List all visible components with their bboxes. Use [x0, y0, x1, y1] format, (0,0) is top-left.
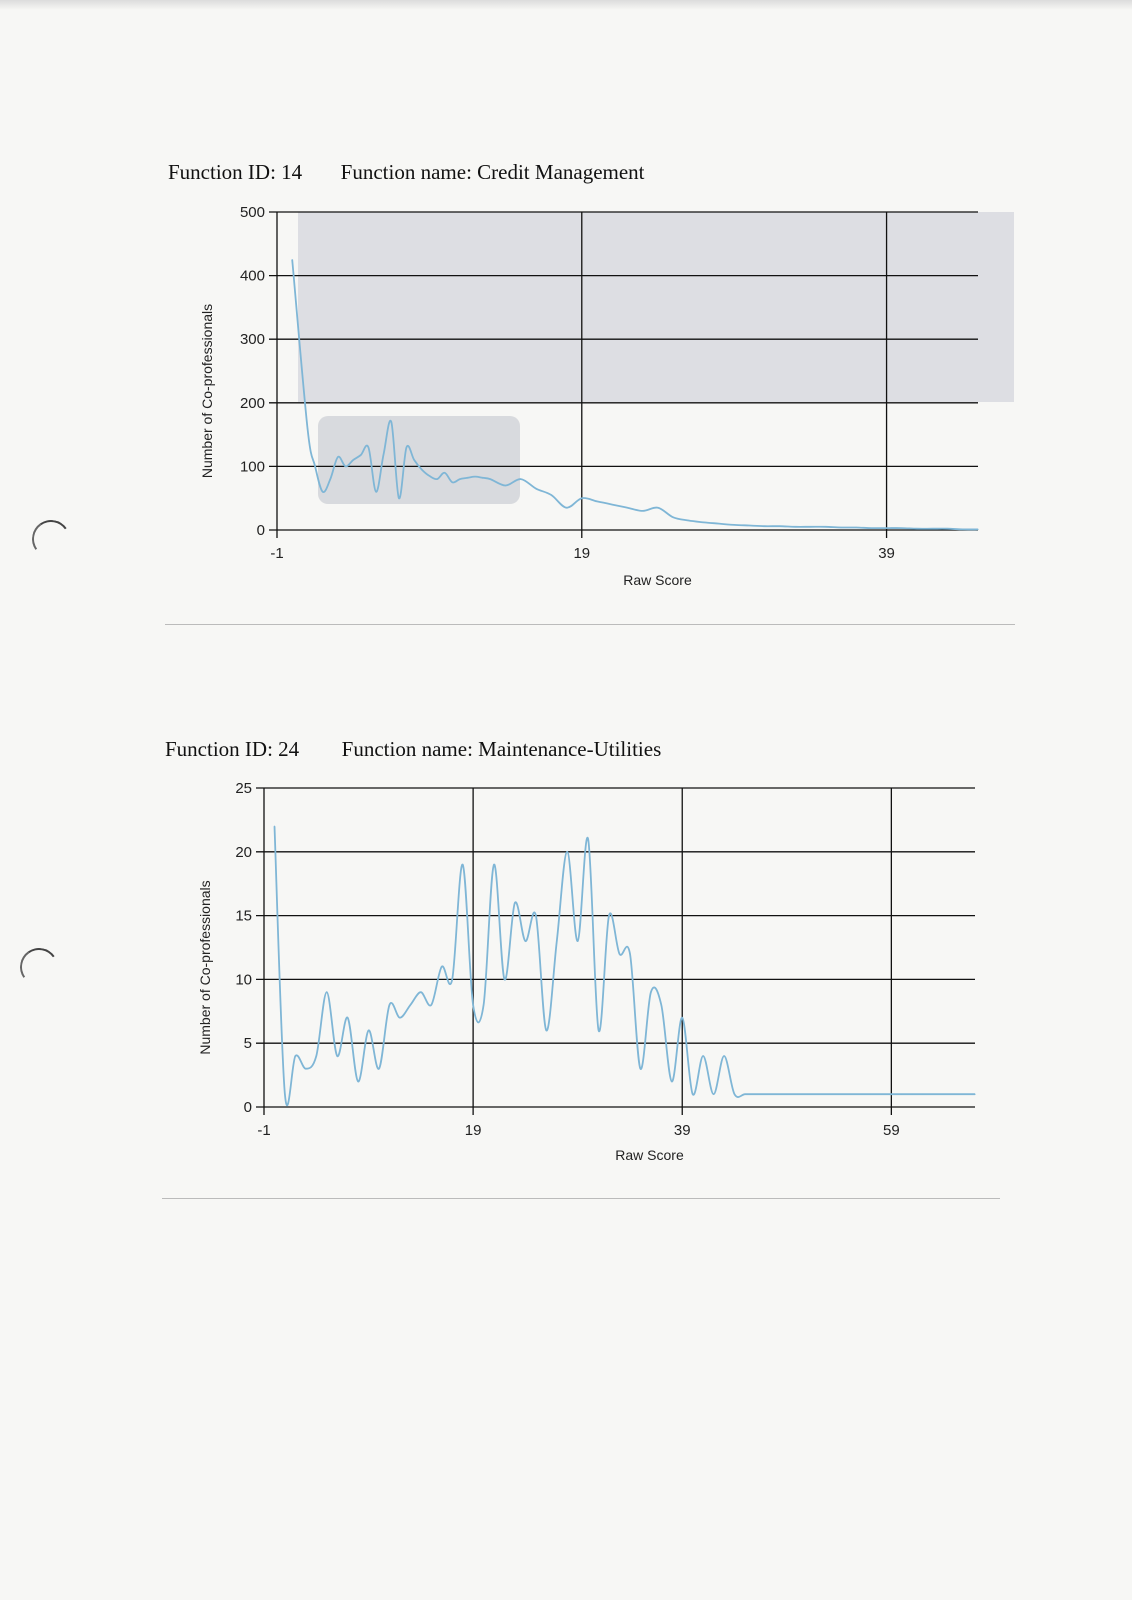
- data-point: [581, 498, 582, 499]
- data-point: [901, 1094, 902, 1095]
- data-point: [520, 479, 521, 480]
- data-point: [947, 528, 948, 529]
- data-point: [391, 421, 392, 422]
- y-tick-label: 100: [239, 458, 265, 476]
- chart-2-function-id: Function ID: 24: [165, 737, 300, 761]
- data-point: [901, 527, 902, 528]
- data-point: [891, 1094, 892, 1095]
- data-point: [859, 1094, 860, 1095]
- data-point: [657, 507, 658, 508]
- data-point: [307, 428, 308, 429]
- data-point: [525, 941, 526, 942]
- data-point: [459, 479, 460, 480]
- data-point: [326, 992, 327, 993]
- data-point: [734, 1094, 735, 1095]
- data-point: [588, 838, 589, 839]
- y-tick-label: 10: [235, 971, 252, 989]
- credit-management-chart: [0, 190, 1132, 610]
- data-point: [274, 826, 275, 827]
- data-point: [779, 526, 780, 527]
- data-point: [671, 1081, 672, 1082]
- y-tick-label: 400: [239, 267, 265, 285]
- data-point: [360, 454, 361, 455]
- data-point: [764, 526, 765, 527]
- data-point: [452, 482, 453, 483]
- data-point: [305, 1068, 306, 1069]
- data-point: [330, 479, 331, 480]
- x-tick-label: 59: [883, 1122, 900, 1139]
- data-point: [368, 1030, 369, 1031]
- data-point: [755, 1094, 756, 1095]
- y-tick-label: 500: [239, 204, 265, 221]
- data-point: [378, 1068, 379, 1069]
- data-point: [535, 915, 536, 916]
- data-point: [855, 527, 856, 528]
- x-axis-title: Raw Score: [615, 1147, 684, 1163]
- y-axis-title: Number of Co-professionals: [197, 880, 213, 1055]
- data-point: [795, 526, 796, 527]
- data-point: [551, 494, 552, 495]
- data-point: [713, 1094, 714, 1095]
- y-tick-label: 25: [235, 780, 252, 797]
- data-point: [629, 953, 630, 954]
- data-point: [723, 1055, 724, 1056]
- data-point: [375, 491, 376, 492]
- y-tick-label: 300: [239, 331, 265, 349]
- x-tick-label: -1: [257, 1122, 271, 1139]
- data-point: [410, 1004, 411, 1005]
- x-tick-label: 39: [878, 545, 895, 562]
- x-axis-title: Raw Score: [623, 572, 692, 588]
- data-point: [421, 469, 422, 470]
- x-tick-label: 19: [573, 545, 591, 562]
- data-point: [383, 453, 384, 454]
- section-divider-2: [162, 1198, 1000, 1199]
- data-point: [577, 941, 578, 942]
- data-point: [514, 902, 515, 903]
- data-point: [776, 1094, 777, 1095]
- data-point: [505, 485, 506, 486]
- data-point: [292, 259, 293, 260]
- y-tick-label: 0: [256, 522, 265, 539]
- data-point: [483, 1004, 484, 1005]
- data-point: [345, 466, 346, 467]
- data-point: [431, 1004, 432, 1005]
- data-point: [473, 1004, 474, 1005]
- data-point: [337, 1055, 338, 1056]
- x-tick-label: 19: [464, 1122, 482, 1139]
- data-point: [916, 528, 917, 529]
- data-point: [797, 1094, 798, 1095]
- data-point: [807, 1094, 808, 1095]
- data-point: [749, 525, 750, 526]
- data-point: [462, 864, 463, 865]
- data-point: [566, 507, 567, 508]
- data-point: [880, 1094, 881, 1095]
- data-point: [962, 529, 963, 530]
- data-point: [849, 1094, 850, 1095]
- scan-shadow-box: [318, 416, 520, 504]
- data-point: [567, 851, 568, 852]
- data-point: [650, 992, 651, 993]
- data-point: [627, 507, 628, 508]
- data-point: [316, 1055, 317, 1056]
- x-tick-label: -1: [270, 545, 284, 562]
- data-point: [546, 1030, 547, 1031]
- y-axis-title: Number of Co-professionals: [199, 303, 215, 479]
- data-point: [838, 1094, 839, 1095]
- data-point: [786, 1094, 787, 1095]
- data-point: [414, 459, 415, 460]
- data-point: [682, 1017, 683, 1018]
- data-point: [535, 488, 536, 489]
- data-point: [389, 1004, 390, 1005]
- data-point: [490, 479, 491, 480]
- y-tick-label: 20: [235, 843, 252, 861]
- data-point: [322, 491, 323, 492]
- data-point: [598, 1030, 599, 1031]
- data-point: [744, 1094, 745, 1095]
- data-point: [337, 456, 338, 457]
- data-point: [504, 979, 505, 980]
- data-point: [933, 1094, 934, 1095]
- x-tick-label: 39: [673, 1122, 691, 1139]
- data-point: [828, 1094, 829, 1095]
- data-point: [886, 527, 887, 528]
- chart-2-function-name: Function name: Maintenance-Utilities: [341, 737, 662, 761]
- data-point: [556, 941, 557, 942]
- data-point: [436, 479, 437, 480]
- data-point: [661, 1004, 662, 1005]
- data-point: [608, 915, 609, 916]
- data-point: [718, 523, 719, 524]
- data-point: [703, 1055, 704, 1056]
- data-point: [964, 1094, 965, 1095]
- data-point: [314, 466, 315, 467]
- data-point: [353, 459, 354, 460]
- data-point: [932, 528, 933, 529]
- data-point: [870, 1094, 871, 1095]
- data-point: [358, 1081, 359, 1082]
- data-point: [840, 527, 841, 528]
- data-point: [429, 475, 430, 476]
- data-point: [596, 501, 597, 502]
- data-point: [284, 1094, 285, 1095]
- data-point: [640, 1068, 641, 1069]
- data-point: [295, 1055, 296, 1056]
- data-point: [825, 526, 826, 527]
- data-point: [765, 1094, 766, 1095]
- data-point: [703, 522, 704, 523]
- data-point: [406, 447, 407, 448]
- maintenance-utilities-chart: [0, 770, 1132, 1190]
- chart-1-header: [168, 160, 645, 185]
- data-point: [943, 1094, 944, 1095]
- data-point: [467, 477, 468, 478]
- data-point: [673, 517, 674, 518]
- data-point: [493, 864, 494, 865]
- data-point: [347, 1017, 348, 1018]
- data-point: [398, 498, 399, 499]
- y-tick-label: 200: [239, 394, 265, 412]
- data-point: [734, 524, 735, 525]
- y-tick-label: 15: [235, 907, 252, 925]
- data-point: [953, 1094, 954, 1095]
- section-divider-1: [165, 624, 1015, 625]
- chart-1-function-id: Function ID: 14: [168, 160, 303, 184]
- data-point: [688, 520, 689, 521]
- data-point: [368, 447, 369, 448]
- y-tick-label: 0: [243, 1099, 252, 1116]
- series-line: [275, 826, 976, 1105]
- chart-1-function-name: Function name: Credit Management: [340, 160, 645, 184]
- data-point: [452, 979, 453, 980]
- data-point: [810, 526, 811, 527]
- data-point: [974, 1094, 975, 1095]
- chart-2-header: [165, 737, 661, 762]
- data-point: [642, 510, 643, 511]
- data-point: [922, 1094, 923, 1095]
- data-point: [818, 1094, 819, 1095]
- data-point: [482, 477, 483, 478]
- data-point: [912, 1094, 913, 1095]
- data-point: [420, 992, 421, 993]
- data-point: [692, 1094, 693, 1095]
- data-point: [444, 472, 445, 473]
- scan-shadow: [298, 212, 1014, 402]
- data-point: [441, 966, 442, 967]
- data-point: [871, 527, 872, 528]
- data-point: [475, 476, 476, 477]
- data-point: [612, 504, 613, 505]
- y-tick-label: 5: [243, 1035, 252, 1053]
- data-point: [977, 529, 978, 530]
- data-point: [399, 1017, 400, 1018]
- data-point: [619, 953, 620, 954]
